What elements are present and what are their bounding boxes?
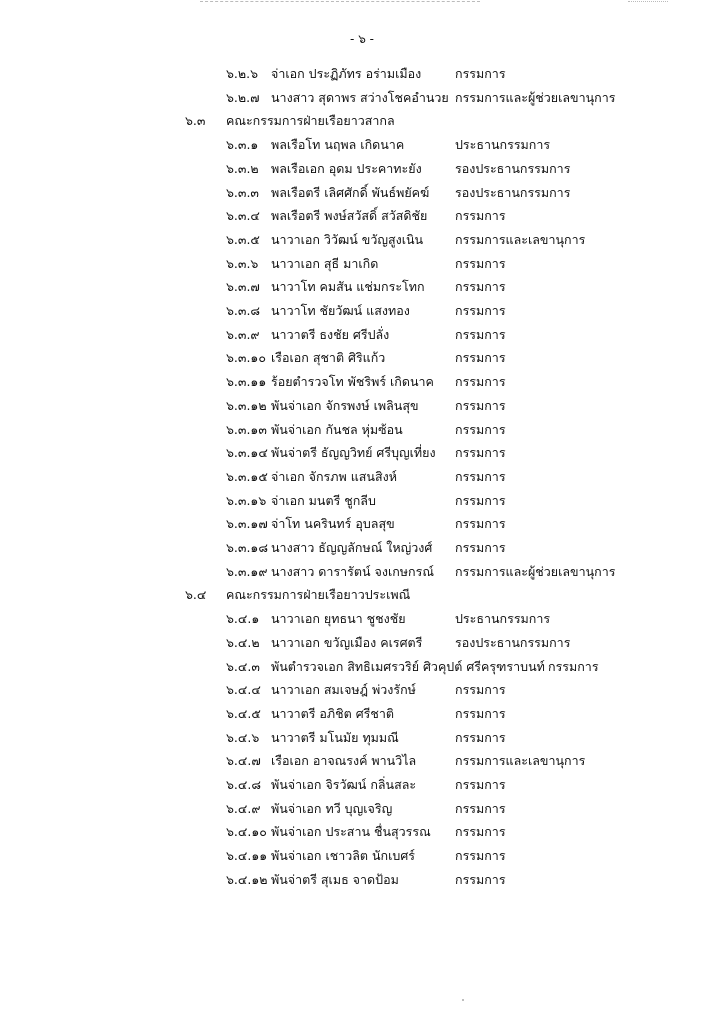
member-role: กรรมการ: [455, 468, 506, 484]
member-role: กรรมการและเลขานุการ: [455, 231, 586, 247]
committee-member-row: [0, 303, 724, 319]
member-name: นางสาว ธัญญลักษณ์ ใหญ่วงศ์: [271, 540, 433, 555]
member-name: พลเรือตรี พงษ์สวัสดิ์ สวัสดิชัย: [271, 208, 428, 224]
item-number: ๖.๓.๖: [226, 255, 259, 271]
item-number: ๖.๓.๑๔: [226, 445, 268, 461]
item-number: ๖.๔.๒: [226, 634, 260, 650]
committee-member-row: [0, 327, 724, 343]
committee-member-row: [0, 232, 724, 248]
member-name: พันจ่าเอก เชาวลิต นักเบศร์: [271, 848, 415, 864]
item-number: ๖.๔.๑๑: [226, 848, 268, 864]
committee-member-row: [0, 824, 724, 840]
member-name: พันจ่าเอก จักรพงษ์ เพลินสุข: [271, 397, 419, 413]
committee-member-row: [0, 422, 724, 438]
item-number: ๖.๔.๔: [226, 682, 261, 698]
item-number: ๖.๓.๑๗: [226, 516, 268, 532]
committee-member-row: [0, 374, 724, 390]
member-role: รองประธานกรรมการ: [455, 184, 571, 200]
member-role: กรรมการ: [455, 303, 506, 318]
item-number: ๖.๓.๑๖: [226, 492, 267, 508]
member-role: กรรมการและเลขานุการ: [455, 753, 586, 769]
member-role: กรรมการ: [455, 729, 506, 745]
member-role: กรรมการ: [455, 492, 506, 508]
member-name: นาวาเอก ขวัญเมือง คเรศตรี: [271, 634, 423, 650]
member-role: กรรมการ: [455, 705, 506, 721]
item-number: ๖.๓.๑: [226, 137, 259, 153]
committee-member-row: [0, 659, 724, 675]
item-number: ๖.๔.๖: [226, 729, 260, 745]
member-name: นาวาตรี อภิชิต ศรีชาติ: [271, 705, 394, 721]
member-role: กรรมการ: [455, 279, 506, 295]
committee-member-row: [0, 445, 724, 461]
member-role: กรรมการ: [548, 658, 599, 674]
member-role: กรรมการ: [455, 777, 506, 792]
section-number: ๖.๓: [185, 113, 206, 129]
member-name: พันจ่าเอก กันชล หุ่มซ้อน: [271, 421, 403, 437]
member-role: กรรมการ: [455, 326, 506, 342]
member-name: นาวาโท คมสัน แช่มกระโทก: [271, 279, 425, 295]
scan-artifact-line: [628, 1, 668, 2]
committee-member-row: [0, 635, 724, 651]
committee-member-row: [0, 279, 724, 295]
member-name: พลเรือโท นฤพล เกิดนาค: [271, 137, 405, 153]
member-name: จ่าเอก จักรภพ แสนสิงห์: [271, 468, 397, 484]
section-number: ๖.๔: [185, 587, 207, 603]
committee-member-row: [0, 706, 724, 722]
member-name: นาวาเอก สมเจษฎ์ พ่วงรักษ์: [271, 682, 416, 698]
item-number: ๖.๓.๑๕: [226, 468, 268, 484]
member-name: พันจ่าเอก ประสาน ชื่นสุวรรณ: [271, 824, 431, 840]
member-role: กรรมการ: [455, 208, 506, 224]
committee-member-row: [0, 848, 724, 864]
member-role: กรรมการ: [455, 350, 506, 366]
member-role: กรรมการ: [455, 540, 506, 555]
member-name: พลเรือเอก อุดม ประคาทะยัง: [271, 160, 422, 176]
member-name: เรือเอก อาจณรงค์ พานวิไล: [271, 753, 417, 769]
item-number: ๖.๔.๘: [226, 777, 261, 792]
item-number: ๖.๓.๑๘: [226, 540, 269, 555]
member-role: กรรมการ: [455, 421, 506, 437]
item-number: ๖.๔.๑๒: [226, 871, 268, 887]
member-role: กรรมการ: [455, 374, 506, 390]
committee-member-row: [0, 753, 724, 769]
page-number: - ๖ -: [350, 32, 374, 46]
scan-artifact-line: [200, 1, 480, 2]
member-role: กรรมการ: [455, 516, 506, 532]
member-role: รองประธานกรรมการ: [455, 634, 571, 650]
member-name: นางสาว สุดาพร สว่างโชคอำนวย: [271, 89, 449, 105]
member-role: กรรมการและผู้ช่วยเลขานุการ: [455, 89, 616, 105]
committee-member-row: [0, 682, 724, 698]
committee-member-row: [0, 208, 724, 224]
section-heading: [0, 587, 724, 603]
committee-member-row: [0, 161, 724, 177]
member-role: กรรมการ: [455, 800, 506, 816]
member-role: กรรมการ: [455, 682, 506, 698]
committee-member-row: [0, 872, 724, 888]
member-role: กรรมการ: [455, 397, 506, 413]
committee-member-row: [0, 90, 724, 106]
member-role: กรรมการ: [455, 848, 506, 864]
committee-member-row: [0, 66, 724, 82]
member-role: กรรมการ: [455, 871, 506, 887]
section-heading: [0, 113, 724, 129]
scan-speck: [462, 999, 464, 1001]
item-number: ๖.๓.๘: [226, 303, 261, 318]
item-number: ๖.๔.๑: [226, 611, 260, 627]
committee-member-row: [0, 564, 724, 580]
item-number: ๖.๓.๑๙: [226, 563, 268, 579]
committee-member-row: [0, 256, 724, 272]
committee-member-row: [0, 350, 724, 366]
committee-member-row: [0, 611, 724, 627]
committee-member-row: [0, 493, 724, 509]
member-name: พันจ่าตรี สุเมธ จาดป้อม: [271, 871, 399, 887]
member-name: จ่าเอก มนตรี ชูกลีบ: [271, 492, 376, 508]
committee-member-row: [0, 185, 724, 201]
member-role: กรรมการ: [455, 445, 506, 461]
member-role: ประธานกรรมการ: [455, 611, 551, 627]
committee-member-row: [0, 469, 724, 485]
item-number: ๖.๓.๓: [226, 184, 259, 200]
member-name: จ่าโท นครินทร์ อุบลสุข: [271, 516, 395, 532]
item-number: ๖.๒.๗: [226, 89, 260, 105]
item-number: ๖.๓.๑๓: [226, 421, 267, 437]
item-number: ๖.๔.๙: [226, 800, 261, 816]
committee-member-row: [0, 137, 724, 153]
section-title: คณะกรรมการฝ่ายเรือยาวสากล: [226, 113, 395, 129]
member-name: นาวาตรี ธงชัย ศรีปลั่ง: [271, 326, 390, 342]
item-number: ๖.๒.๖: [226, 66, 259, 81]
committee-member-row: [0, 540, 724, 556]
member-name: พันจ่าเอก ทวี บุญเจริญ: [271, 800, 393, 816]
committee-member-row: [0, 777, 724, 793]
member-name: จ่าเอก ประฏิภัทร อร่ามเมือง: [271, 66, 422, 81]
member-name: เรือเอก สุชาติ ศิริแก้ว: [271, 350, 386, 366]
member-name: พันจ่าเอก จิรวัฒน์ กลิ่นสละ: [271, 777, 417, 792]
committee-member-row: [0, 730, 724, 746]
member-name: พันตำรวจเอก สิทธิเมศรวริย์ ศิวคุปต์ ศรีครุฑราบนท์: [271, 658, 545, 674]
item-number: ๖.๔.๑๐: [226, 824, 267, 840]
committee-member-row: [0, 516, 724, 532]
item-number: ๖.๔.๕: [226, 705, 261, 721]
member-role: รองประธานกรรมการ: [455, 160, 571, 176]
member-name: พันจ่าตรี ธัญญวิทย์ ศรีบุญเที่ยง: [271, 445, 436, 461]
member-role: กรรมการ: [455, 255, 506, 271]
member-name: พลเรือตรี เลิศศักดิ์ พันธ์พยัคฆ์: [271, 184, 430, 200]
member-role: กรรมการ: [455, 66, 506, 81]
item-number: ๖.๓.๙: [226, 326, 260, 342]
item-number: ๖.๓.๔: [226, 208, 260, 224]
item-number: ๖.๔.๓: [226, 658, 260, 674]
member-name: นาวาตรี มโนมัย ทุมมณี: [271, 729, 399, 745]
item-number: ๖.๓.๑๐: [226, 350, 266, 366]
item-number: ๖.๔.๗: [226, 753, 261, 769]
item-number: ๖.๓.๑๑: [226, 374, 267, 390]
committee-member-row: [0, 398, 724, 414]
member-name: นาวาเอก สุธี มาเกิด: [271, 255, 379, 271]
member-role: ประธานกรรมการ: [455, 137, 551, 153]
item-number: ๖.๓.๒: [226, 160, 259, 176]
member-name: ร้อยตำรวจโท พัชริพร์ เกิดนาค: [271, 374, 434, 390]
member-role: กรรมการและผู้ช่วยเลขานุการ: [455, 563, 616, 579]
member-name: นาวาเอก วิวัฒน์ ขวัญสูงเนิน: [271, 231, 424, 247]
section-title: คณะกรรมการฝ่ายเรือยาวประเพณี: [226, 587, 411, 603]
item-number: ๖.๓.๗: [226, 279, 260, 295]
member-role: กรรมการ: [455, 824, 506, 840]
committee-member-row: [0, 801, 724, 817]
item-number: ๖.๓.๕: [226, 231, 260, 247]
item-number: ๖.๓.๑๒: [226, 397, 267, 413]
member-name: นางสาว ดารารัตน์ จงเกษกรณ์: [271, 563, 434, 579]
member-name: นาวาโท ชัยวัฒน์ แสงทอง: [271, 303, 410, 318]
member-name: นาวาเอก ยุทธนา ชูชงชัย: [271, 611, 406, 627]
